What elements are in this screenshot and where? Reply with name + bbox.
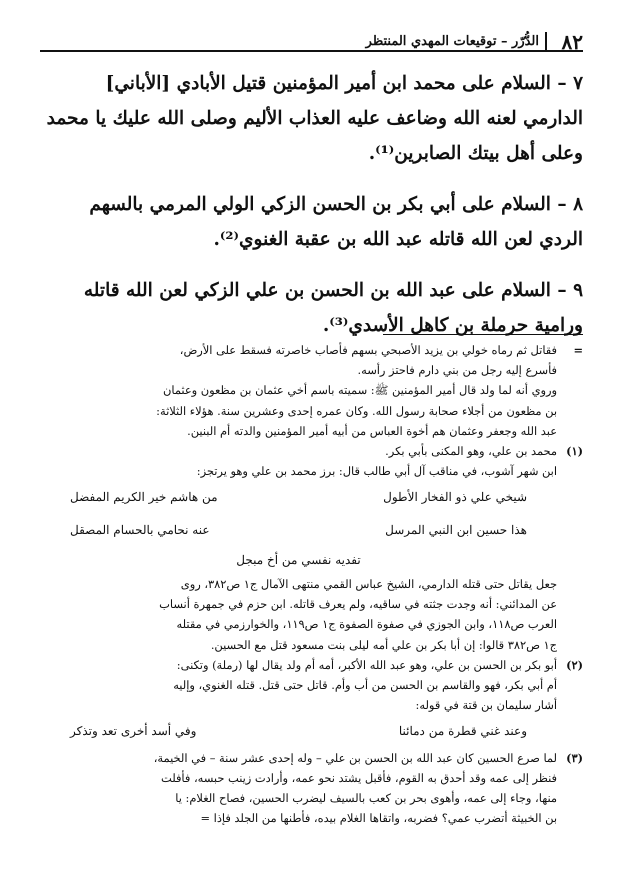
poem-verse [40,514,557,546]
footnote-line: عبد الله وجعفر وعثمان هم أخوة العباس من أبيه أمير المؤمنين والدته أم البنين. [187,423,557,438]
footnote-line: ابن شهر آشوب، في مناقب آل أبي طالب قال: برز محمد بن علي وهو يرتجز: [196,464,557,479]
verse-hemistich: عنه نحامي بالحسام المصقل [70,522,210,537]
footnote-line: أبو بكر بن الحسن بن علي، وهو عبد الله الأكبر، أمه أم ولد يقال لها (رملة) وتكنى: [176,657,557,672]
paragraph-line: الردي لعن الله قاتله عبد الله بن عقبة الغنوي⁽²⁾. [213,229,583,250]
main-text [40,66,583,359]
footnote-line: العرب ص١١٨، وابن الجوزي في صفوة الصفوة ج١ ص١١٩، والخوارزمي في مقتله [176,617,557,632]
paragraph-9 [40,273,583,343]
footnote-body [40,655,557,748]
verse-hemistich: هذا حسين ابن النبي المرسل [385,522,527,537]
poem-verse [40,481,557,513]
footnote-mark: = [573,343,583,357]
footnote-body [40,748,557,829]
footnote-line: بن الخبيثة أتضرب عمي؟ فضربه، واتقاها الغلام بيده، فأطنها من الجلد فإذا = [200,811,557,826]
paragraph-line: ٧ – السلام على محمد ابن أمير المؤمنين قتيل الأبادي [الأباني] [105,73,583,94]
footnotes [40,340,583,828]
footnote-body [40,340,557,441]
footnote-line: منها، وجاء إلى عمه، وأهوى بحر بن كعب بالسيف ليضرب الحسين، فصاح الغلام: يا [175,791,557,806]
footnote-body [40,441,557,655]
running-title: الدُّرّر – توقيعات المهدي المنتظر [365,34,539,49]
footnote-line: ج١ ص٣٨٢ قالوا: إن أبا بكر بن علي أمه ليلى بنت مسعود قتل مع الحسين. [210,637,557,652]
verse-hemistich: من هاشم خير الكريم المفضل [70,490,218,505]
paragraph-7 [40,66,583,171]
header-divider [545,32,547,52]
paragraph-line: ٨ – السلام على أبي بكر بن الحسن الزكي الولي المرمي بالسهم [89,194,583,215]
footnote-3 [40,748,583,829]
verse-hemistich: وعند غني قطرة من دمائنا [398,724,527,739]
poem-verse-center: تفديه نفسي من أخ مبجل [236,552,361,567]
footnote-line: لما صرع الحسين كان عبد الله بن الحسن بن علي – وله إحدى عشر سنة – في الخيمة، [153,750,557,765]
page-number: ٨٢ [561,30,583,54]
verse-hemistich: شيخي علي ذو الفخار الأطول [383,490,527,505]
verse-hemistich: وفي أسد أخرى تعد وتذكر [70,724,197,739]
footnote-line: فنظر إلى عمه وقد أحدق به القوم، فأقبل يشتد نحو عمه، وأرادت زينب حبسه، فأفلت [161,770,557,785]
footnote-line: عن المدائني: أنه وجدت جثته في ساقيه، ولم يعرف قاتله. ابن حزم في جمهرة أنساب [159,597,557,612]
footnote-line: وروي أنه لما ولد قال أمير المؤمنين ﷺ: سميته باسم أخي عثمان بن مظعون وعثمان [163,383,557,398]
footnote-line: أشار سليمان بن قتة في قوله: [415,698,557,713]
footnote-line: جعل يقاتل حتى قتله الدارمي، الشيخ عباس القمي منتهى الآمال ج١ ص٣٨٢، روى [180,577,557,592]
footnote-mark: (٣) [566,750,583,765]
footnote-line: فأسرع إليه رجل من بني دارم فاحتز رأسه. [357,363,557,378]
footnote-separator [383,334,583,335]
footnote-2 [40,655,583,748]
paragraph-8 [40,187,583,257]
footnote-1 [40,441,583,655]
footnote-continued [40,340,583,441]
header-rule [40,50,583,52]
paragraph-line: الدارمي لعنه الله وضاعف عليه العذاب الأليم وصلى الله عليك يا محمد [46,108,583,129]
footnote-mark: (١) [566,444,583,459]
paragraph-line: ٩ – السلام على عبد الله بن الحسن بن علي الزكي لعن الله قاتله [83,280,583,301]
footnote-line: محمد بن علي، وهو المكنى بأبي بكر. [385,444,557,459]
paragraph-line: وعلى أهل بيتك الصابرين⁽¹⁾. [368,143,583,164]
poem-verse [40,715,557,747]
footnote-line: بن مظعون من أجلاء صحابة رسول الله. وكان عمره إحدى وعشرين سنة. هؤلاء الثلاثة: [156,403,557,418]
footnote-mark: (٢) [566,657,583,672]
page-header [40,30,583,58]
paragraph-line: ورامية حرملة بن كاهل الأسدي⁽³⁾. [322,315,583,336]
footnote-line: أم أبي بكر، فهو والقاسم بن الحسن من أب وأم. قاتل حتى قتل. قتله الغنوي، وإليه [173,678,557,693]
footnote-line: فقاتل ثم رماه خولي بن يزيد الأصبحي بسهم فأصاب خاصرته فسقط على الأرض، [179,343,557,357]
